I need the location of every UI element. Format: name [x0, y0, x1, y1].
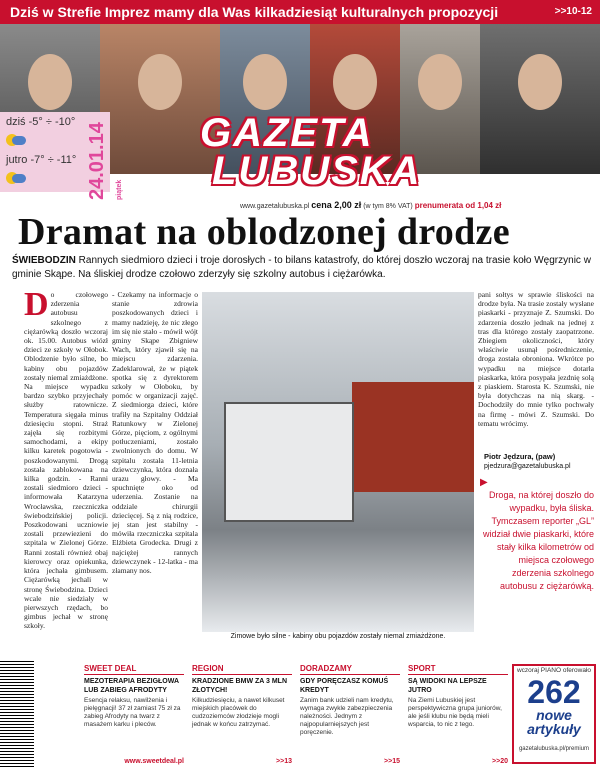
subscription-price: prenumerata od 1,04 zł: [414, 201, 502, 210]
top-banner-text: Dziś w Strefie Imprez mamy dla Was kilkadziesiąt kulturalnych propozycji: [10, 4, 499, 20]
bus-shape: [352, 382, 474, 492]
main-headline: Dramat na oblodzonej drodze: [18, 211, 510, 253]
premium-promo[interactable]: wczoraj PIANO oferowało 262 nowe artykuły gazetalubuska.pl/premium: [512, 664, 596, 764]
imprint-vertical: [8, 300, 18, 650]
author-email[interactable]: pjedzura@gazetalubuska.pl: [484, 463, 571, 470]
teaser-row: [84, 664, 514, 767]
photo-musician: [480, 24, 600, 174]
vat-note: (w tym 8% VAT): [363, 203, 413, 210]
weather-tomorrow-icon: [6, 172, 26, 184]
lead-paragraph: ŚWIEBODZIN Rannych siedmioro dzieci i troje dorosłych - to bilans katastrofy, do której doszło wczoraj na trasie koło Węgrzynic w gminie Skąpe. Na śliskiej drodze czołowo zderzyły się szkolny autobus i ciężarówka.: [12, 255, 591, 280]
newspaper-logo[interactable]: GAZETA LUBUSKA: [200, 111, 422, 193]
article-column-2: - Czekamy na informacje o stanie zdrowia poszkodowanych dzieci i mamy nadzieję, że nic złego im się nie stało - mówił wójt gminy Skąpe Zbigniew Wach, który zjawił się na miejscu zdarzenia. Zadeklarował, że w piątek spotka się z dyrektorem szkoły w Ołoboku, by pomóc w organizacji zajęć. Z siedmiorga dzieci, które trafiły na Szpitalny Oddział Ratunkowy w Zielonej Górze, pięciom, z ogólnymi potłuczeniami, zostało zwolnionych do domu. W szpitalu została 11-letnia dziewczynka, która doznała urazu głowy. - Ma spuchnięte oko od uderzenia. Zostanie na oddziale chirurgii dziecięcej. Są z nią rodzice, jej stan jest stabilny - mówiła rzeczniczka szpitala Elżbieta Grodecka. Drugi z najciężej rannych dziewczynek - 12-latka - ma złamany nos.: [112, 290, 198, 576]
issue-date: 24.01.14 piątek: [86, 122, 123, 200]
weather-today-icon: [6, 134, 26, 146]
site-url[interactable]: www.gazetalubuska.pl: [240, 203, 310, 210]
quote-mark-icon: ▶: [480, 477, 488, 488]
article-column-4: pani sołtys w sprawie śliskości na drodze była. Na trasie zostały wysłane piaskarki - przyznaje Z. Szumski. Do zdarzenia doszło jednak na jednej z tras dla którego zostały zaopatrzone. Zbiegiem okoliczności, który właściwie usunął pośredniczenie, droga została obroniona. Wkrótce po wypadku na miejsce dotarła piaskarka, która posypała jezdnię solą z piaskiem. Starosta K. Szumski, nie była dotychczas na nią skarg. - Dochodziły do mnie tylko pochwały na firmę - mówi Z. Szumski. Do tematu wrócimy.: [478, 290, 594, 428]
top-banner[interactable]: [0, 0, 600, 24]
drop-cap: D: [24, 290, 49, 323]
barcode: [0, 660, 34, 767]
article-column-1: Do czołowego zderzenia autobusu szkolnego z ciężarówką doszło wczoraj ok. 15.00. Autobus wiózł dzieci ze szkoły w Ołobok. Oblodzenie było silne, bo kabiny obu pojazdów zostały niemal zmiażdżone. Na miejsce wypadku bardzo szybko przyjechały służby ratownicze. Temperatura sięgała minus dziesięciu stopni. Straż zajęła się rozbitymi samochodami, a ekipy kilku karetek pogotowia - poszkodowanymi. Drogą została zablokowana na kilka godzin. - Ranni zostali siedmioro dzieci - informowała Katarzyna Wrocławska, rzeczniczka świebodzińskiej policji. Poszkodowani uczniowie zostali przewiezieni do szpitala w Zielonej Górze. Ranni zostali również obaj kierowcy oraz opiekunka, która jechała gimbusem. Ciężarówką jechali w stronę Świebodzina. Dzieci wcale nie siedziały w pierwszych rzędach, bo gimbus jechał w stronę szkoły.: [24, 290, 108, 631]
truck-shape: [224, 402, 354, 522]
weather-today: dziś -5° ÷ -10°: [6, 116, 76, 128]
teaser-sport[interactable]: SPORT SĄ WIDOKI NA LEPSZE JUTRO Na Ziemi Lubuskiej jest perspektywiczna grupa juniorów, ale jeśli klubu nie będą mieli wsparcia, to nic z tego. >>20: [408, 664, 508, 765]
price: cena 2,00 zł: [311, 200, 362, 210]
author-signature: Piotr Jędzura, (paw) pjedzura@gazetalubuska.pl: [484, 452, 571, 470]
lead-place: ŚWIEBODZIN: [12, 255, 76, 266]
crash-photo: [202, 292, 474, 632]
teaser-region[interactable]: REGION KRADZIONE BMW ZA 3 MLN ZŁOTYCH! Kilkudziesięciu, a nawet kilkuset miejskich placówek do cudzoziemców złodzieje mogli jednak w końcu zatrzymać. >>13: [192, 664, 292, 765]
teaser-doradzamy[interactable]: DORADZAMY GDY PORĘCZASZ KOMUŚ KREDYT Zanim bank udzieli nam kredytu, wymaga zwykle zabezpieczenia należności. Jednym z najpopularniejszych jest poręczenie. >>15: [300, 664, 400, 765]
weather-tomorrow: jutro -7° ÷ -11°: [6, 154, 77, 166]
teaser-sweet-deal[interactable]: SWEET DEAL MEZOTERAPIA BEZIGŁOWA LUB ZABIEG AFRODYTY Esencja relaksu, nawilżenia i pielęgnacji! 37 zł zamiast 75 zł za zabieg Afrodyty na twarz z masażem karku i pleców. www.sweetdeal.pl: [84, 664, 184, 765]
side-quote: ▶ Droga, na której doszło do wypadku, była śliska. Tymczasem reporter „GL” widział dwie piaskarki, które stały kilka kilometrów od miejsca czołowego zderzenia szkolnego autobusu z ciężarówką.: [480, 477, 594, 591]
top-banner-ref: >>10-12: [554, 6, 592, 17]
photo-caption: Zimowe było silne - kabiny obu pojazdów zostały niemal zmiażdżone.: [230, 633, 446, 640]
